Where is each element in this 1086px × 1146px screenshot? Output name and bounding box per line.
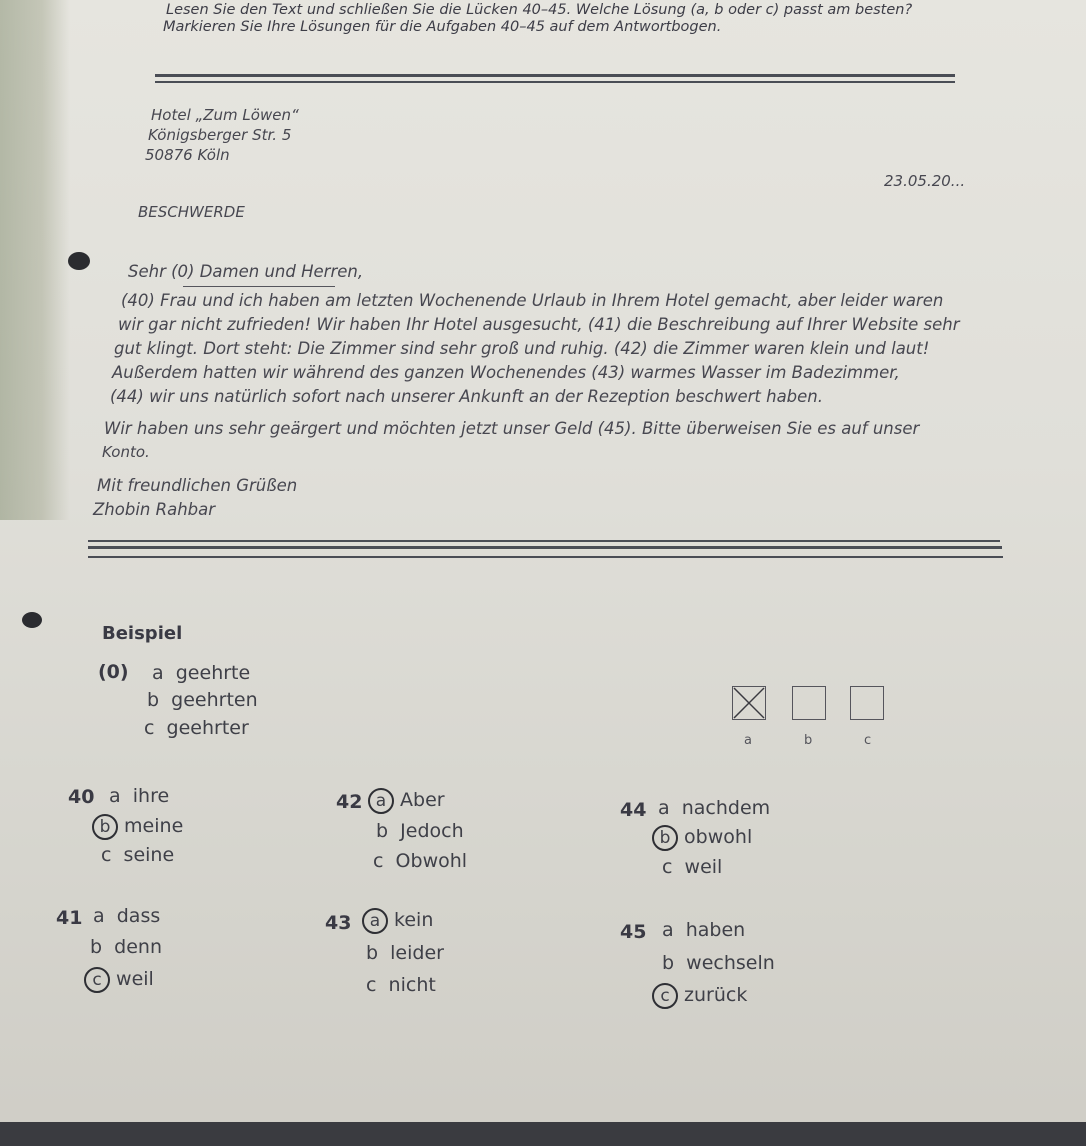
closing-line-1: Wir haben uns sehr geärgert und möchten jetzt unser Geld (45). Bitte überweisen Sie es auf unser <box>104 419 920 438</box>
q44-option-c[interactable] <box>662 856 722 878</box>
letter-signature: Zhobin Rahbar <box>93 500 216 519</box>
option-text: ihre <box>132 785 170 807</box>
question-number-45: 45 <box>620 921 647 943</box>
address-line-2: Königsberger Str. 5 <box>148 126 292 144</box>
q40-option-b[interactable] <box>92 814 183 840</box>
option-text: nachdem <box>681 797 771 819</box>
body-line-3: gut klingt. Dort steht: Die Zimmer sind sehr groß und ruhig. (42) die Zimmer waren klein und laut! <box>114 339 930 358</box>
q44-option-a[interactable] <box>658 797 770 819</box>
q42-option-c[interactable] <box>373 850 467 872</box>
letter-salutation: Sehr (0) Damen und Herren, <box>128 262 364 281</box>
letter-subject: BESCHWERDE <box>138 203 245 221</box>
option-text: Jedoch <box>400 820 464 842</box>
circled-letter: c <box>84 967 110 993</box>
option-text: obwohl <box>684 826 753 848</box>
answer-label-b: b <box>804 733 813 748</box>
option-letter: c <box>366 974 377 996</box>
option-text: wechseln <box>686 952 775 974</box>
bottom-rule-2 <box>88 546 1002 549</box>
option-letter: a <box>662 919 674 941</box>
bottom-rule-3 <box>88 556 1003 558</box>
option-text: nicht <box>388 974 436 996</box>
option-letter: b <box>376 820 389 842</box>
binding-shadow <box>0 0 70 520</box>
example-number: (0) <box>98 661 129 683</box>
q43-option-c[interactable] <box>366 974 436 996</box>
q41-option-a[interactable] <box>93 905 160 927</box>
option-letter: a <box>109 785 121 807</box>
closing-line-2: Konto. <box>102 443 150 461</box>
option-letter: b <box>662 952 675 974</box>
option-letter: a <box>152 662 164 684</box>
letter-greeting: Mit freundlichen Grüßen <box>97 476 298 495</box>
example-option-c <box>144 717 249 739</box>
option-text: haben <box>685 919 746 941</box>
option-text: denn <box>114 936 162 958</box>
q43-option-a[interactable] <box>362 908 433 934</box>
example-heading: Beispiel <box>102 623 183 644</box>
body-line-4: Außerdem hatten wir während des ganzen Wochenendes (43) warmes Wasser im Badezimmer, <box>112 363 900 382</box>
desk-edge <box>0 1122 1086 1146</box>
q41-option-b[interactable] <box>90 936 162 958</box>
option-letter: b <box>366 942 379 964</box>
question-number-42: 42 <box>336 791 363 813</box>
option-text: Obwohl <box>395 850 468 872</box>
body-line-2: wir gar nicht zufrieden! Wir haben Ihr Hotel ausgesucht, (41) die Beschreibung auf Ihrer Website sehr <box>118 315 960 334</box>
instruction-line-2: Markieren Sie Ihre Lösungen für die Aufgaben 40–45 auf dem Antwortbogen. <box>163 19 722 35</box>
option-text: weil <box>116 968 154 990</box>
circled-letter: b <box>652 825 678 851</box>
option-text: geehrter <box>166 717 249 739</box>
circled-letter: a <box>368 788 394 814</box>
option-letter: b <box>90 936 103 958</box>
body-line-1: (40) Frau und ich haben am letzten Wochenende Urlaub in Ihrem Hotel gemacht, aber leider waren <box>121 291 944 310</box>
q45-option-a[interactable] <box>662 919 745 941</box>
example-option-b <box>147 689 258 711</box>
option-letter: b <box>147 689 160 711</box>
q42-option-a[interactable] <box>368 788 445 814</box>
option-text: seine <box>123 844 175 866</box>
bottom-rule-1 <box>88 540 1000 542</box>
option-letter: a <box>658 797 670 819</box>
question-number-41: 41 <box>56 907 83 929</box>
option-text: geehrte <box>175 662 251 684</box>
option-letter: c <box>144 717 155 739</box>
top-rule <box>155 74 955 77</box>
option-text: weil <box>684 856 723 878</box>
option-letter: c <box>662 856 673 878</box>
q41-option-c[interactable] <box>84 967 154 993</box>
option-text: geehrten <box>171 689 258 711</box>
answer-box-c[interactable] <box>850 686 884 720</box>
option-letter: c <box>373 850 384 872</box>
answer-box-b[interactable] <box>792 686 826 720</box>
option-text: zurück <box>684 984 748 1006</box>
letter-date: 23.05.20... <box>884 172 966 190</box>
salutation-underline <box>183 286 335 287</box>
cross-mark-icon <box>733 687 765 719</box>
answer-box-a[interactable] <box>732 686 766 720</box>
question-number-40: 40 <box>68 786 95 808</box>
option-text: kein <box>394 909 434 931</box>
option-text: dass <box>116 905 161 927</box>
address-line-1: Hotel „Zum Löwen“ <box>151 106 299 124</box>
option-letter: c <box>101 844 112 866</box>
circled-letter: c <box>652 983 678 1009</box>
q42-option-b[interactable] <box>376 820 464 842</box>
q45-option-c[interactable] <box>652 983 747 1009</box>
option-text: Aber <box>400 789 445 811</box>
address-line-3: 50876 Köln <box>145 146 230 164</box>
circled-letter: a <box>362 908 388 934</box>
option-text: leider <box>390 942 444 964</box>
option-text: meine <box>124 815 184 837</box>
q45-option-b[interactable] <box>662 952 775 974</box>
circled-letter: b <box>92 814 118 840</box>
punch-hole <box>68 252 90 270</box>
q40-option-c[interactable] <box>101 844 174 866</box>
option-letter: a <box>93 905 105 927</box>
q43-option-b[interactable] <box>366 942 444 964</box>
answer-label-c: c <box>864 733 872 748</box>
question-number-43: 43 <box>325 912 352 934</box>
answer-label-a: a <box>744 733 752 748</box>
q44-option-b[interactable] <box>652 825 752 851</box>
body-line-5: (44) wir uns natürlich sofort nach unserer Ankunft an der Rezeption beschwert haben. <box>110 387 824 406</box>
top-rule-2 <box>155 81 955 83</box>
instruction-line-1: Lesen Sie den Text und schließen Sie die Lücken 40–45. Welche Lösung (a, b oder c) passt am besten? <box>166 2 913 18</box>
question-number-44: 44 <box>620 799 647 821</box>
punch-hole-2 <box>22 612 42 628</box>
q40-option-a[interactable] <box>109 785 169 807</box>
example-option-a <box>152 662 250 684</box>
